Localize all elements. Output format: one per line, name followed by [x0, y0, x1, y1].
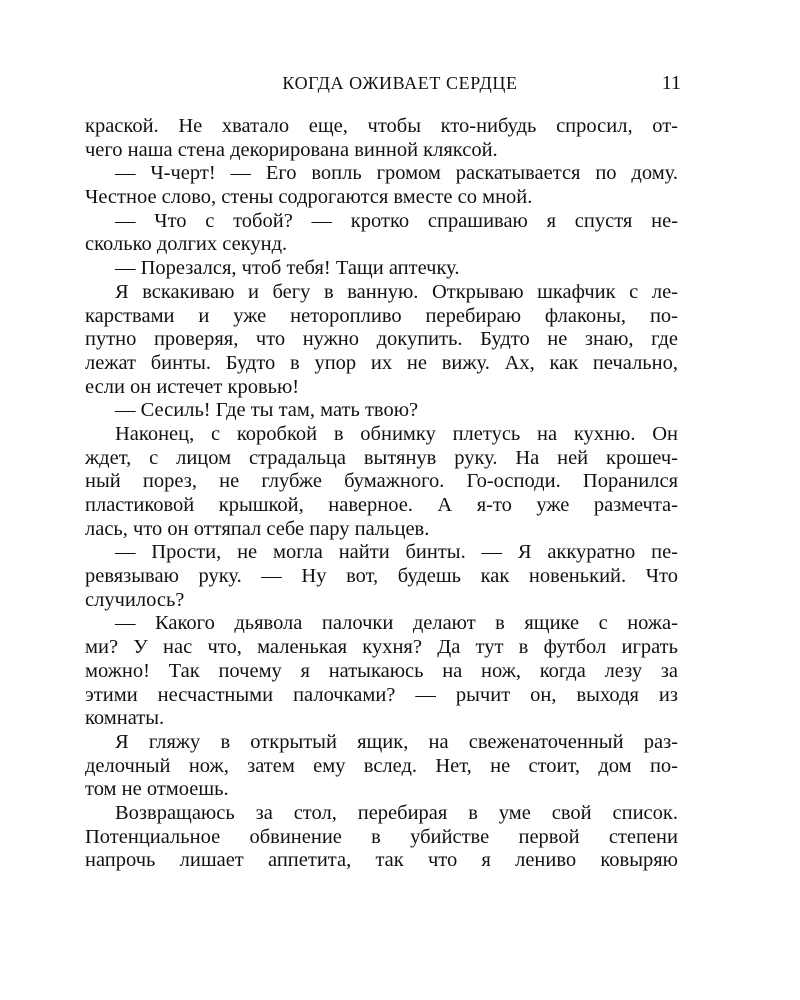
text-line: — Какого дьявола палочки делают в ящике с ножа-	[115, 612, 678, 635]
text-line: — Ч-черт! — Его вопль громом раскатывается по дому.	[115, 162, 678, 185]
text-line: путно проверяя, что нужно докупить. Будто не знаю, где	[85, 328, 678, 351]
text-line: лежат бинты. Будто в упор их не вижу. Ах, как печально,	[85, 351, 678, 374]
text-line: ждет, с лицом страдальца вытянув руку. На ней крошеч-	[85, 446, 678, 469]
text-line: случилось?	[85, 588, 185, 611]
text-line: карствами и уже неторопливо перебираю флаконы, по-	[85, 304, 678, 327]
page-number: 11	[661, 72, 681, 94]
text-line: — Сесиль! Где ты там, мать твою?	[115, 399, 419, 422]
text-line: если он истечет кровью!	[85, 375, 300, 398]
body-text	[85, 115, 678, 873]
text-line: Честное слово, стены содрогаются вместе со мной.	[85, 186, 533, 209]
text-line: Потенциальное обвинение в убийстве первой степени	[85, 825, 678, 848]
text-line: ревязываю руку. — Ну вот, будешь как новенький. Что	[85, 565, 678, 588]
text-line: напрочь лишает аппетита, так что я лениво ковыряю	[85, 849, 678, 872]
text-line: Наконец, с коробкой в обнимку плетусь на кухню. Он	[115, 422, 678, 445]
text-line: — Прости, не могла найти бинты. — Я аккуратно пе-	[115, 541, 678, 564]
text-line: можно! Так почему я натыкаюсь на нож, когда лезу за	[85, 659, 678, 682]
text-line: ный порез, не глубже бумажного. Го-осподи. Поранился	[85, 470, 678, 493]
text-line: лась, что он оттяпал себе пару пальцев.	[85, 517, 430, 540]
text-line: Я гляжу в открытый ящик, на свеженаточенный раз-	[115, 730, 678, 753]
text-line: пластиковой крышкой, наверное. А я-то уже размечта-	[85, 494, 678, 516]
text-line: том не отмоешь.	[85, 778, 229, 801]
text-line: — Порезался, чтоб тебя! Тащи аптечку.	[115, 257, 460, 280]
book-title: КОГДА ОЖИВАЕТ СЕРДЦЕ	[282, 73, 518, 93]
text-line: краской. Не хватало еще, чтобы кто-нибудь спросил, от-	[85, 115, 678, 137]
text-line: Я вскакиваю и бегу в ванную. Открываю шкафчик с ле-	[115, 280, 678, 303]
text-line: комнаты.	[85, 707, 165, 730]
text-line: сколько долгих секунд.	[85, 233, 288, 256]
text-line: делочный нож, затем ему вслед. Нет, не стоит, дом по-	[85, 754, 678, 777]
text-line: ми? У нас что, маленькая кухня? Да тут в футбол играть	[85, 636, 678, 659]
text-line: этими несчастными палочками? — рычит он, выходя из	[85, 683, 678, 706]
text-line: Возвращаюсь за стол, перебирая в уме свой список.	[115, 801, 678, 824]
text-line: чего наша стена декорирована винной кляксой.	[85, 138, 498, 161]
running-head	[0, 70, 800, 96]
text-line: — Что с тобой? — кротко спрашиваю я спустя не-	[115, 209, 678, 232]
